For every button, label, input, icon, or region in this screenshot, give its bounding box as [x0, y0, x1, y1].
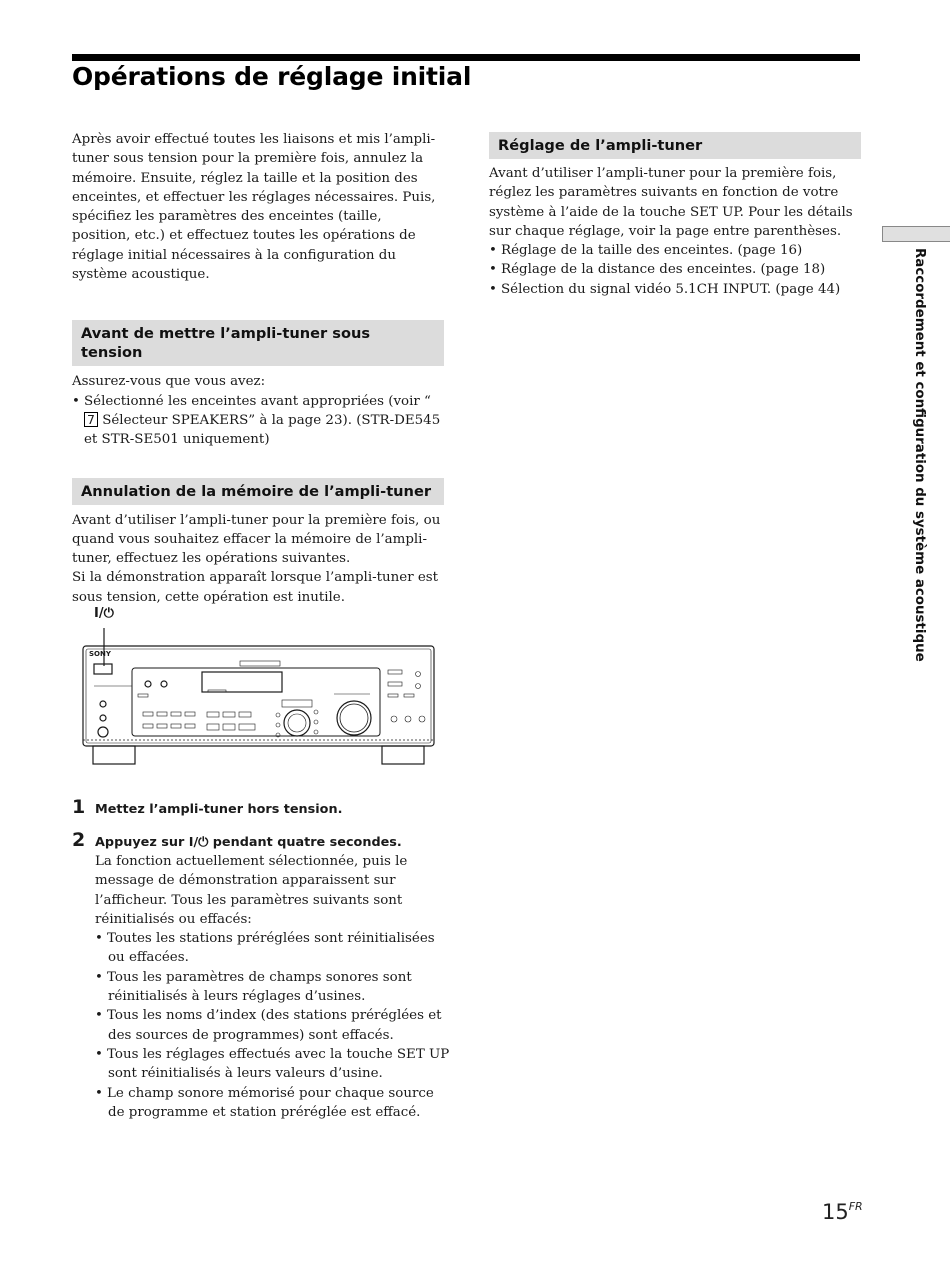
list-item: • Le champ sonore mémorisé pour chaque source de programme et station préréglée est effacé.	[95, 1085, 434, 1120]
brand-logo: SONY	[89, 650, 111, 658]
step-number: 2	[72, 829, 86, 851]
list-item: • Toutes les stations préréglées sont réinitialisées ou effacées.	[95, 931, 435, 966]
section-setup-list	[489, 241, 861, 299]
reference-number-box: 7	[84, 412, 98, 427]
section-heading-setup: Réglage de l’ampli-tuner	[489, 132, 861, 159]
side-tab-label: Raccordement et configuration du système acoustique	[912, 248, 927, 662]
list-item: • Réglage de la taille des enceintes. (page 16)	[489, 243, 803, 259]
left-column	[72, 130, 444, 607]
side-tab-marker	[882, 226, 950, 242]
page-number-suffix: FR	[848, 1200, 863, 1213]
step-body: La fonction actuellement sélectionnée, puis le message de démonstration apparaissent sur l’afficheur. Tous les paramètres suivants sont réinitialisés ou effacés:	[95, 854, 408, 927]
step-1	[72, 796, 452, 819]
right-foot	[382, 746, 424, 764]
list-item: • Tous les réglages effectués avec la touche SET UP sont réinitialisés à leurs valeurs d’usine.	[95, 1046, 450, 1082]
step-2-bullets	[95, 929, 452, 1122]
steps-list	[72, 796, 452, 1136]
master-volume-knob	[337, 701, 371, 735]
intro-paragraph: Après avoir effectué toutes les liaisons et mis l’ampli-tuner sous tension pour la première fois, annulez la mémoire. Ensuite, réglez la taille et la position des enceintes, et effectuer les réglages nécessaires. Puis, spécifiez les paramètres des enceintes (taille, position, etc.) et effectuez toutes les opérations de réglage initial nécessaires à la configuration du système acoustique.	[72, 132, 436, 283]
bullet-text-part2: Sélecteur SPEAKERS” à la page 23). (STR-DE545 et STR-SE501 uniquement)	[84, 412, 441, 448]
list-item: • Tous les paramètres de champs sonores sont réinitialisés à leurs réglages d’usines.	[95, 969, 412, 1005]
right-column	[489, 132, 861, 299]
section-before-list	[72, 392, 444, 450]
section-memory-para2: Si la démonstration apparaît lorsque l’ampli-tuner est sous tension, cette opération est inutile.	[72, 570, 439, 605]
power-button-label: I/⏻	[94, 606, 114, 621]
list-item: • Tous les noms d’index (des stations préréglées et des sources de programmes) sont effacés.	[95, 1008, 442, 1043]
list-item: • Sélectionné les enceintes avant appropriées (voir “7 Sélecteur SPEAKERS” à la page 23). (STR-DE545 et STR-SE501 uniquement)	[72, 393, 441, 448]
receiver-illustration	[80, 608, 440, 770]
section-heading-before-power: Avant de mettre l’ampli-tuner sous tension	[72, 320, 444, 366]
page-number: $15^{FR}$	[822, 1200, 863, 1224]
bullet-text-part1: Sélectionné les enceintes avant appropriées (voir “	[84, 393, 431, 409]
step-2	[72, 829, 452, 1122]
list-item: • Réglage de la distance des enceintes. (page 18)	[489, 262, 826, 278]
left-foot	[93, 746, 135, 764]
section-heading-memory-reset: Annulation de la mémoire de l’ampli-tuner	[72, 478, 444, 505]
list-item: • Sélection du signal vidéo 5.1CH INPUT. (page 44)	[489, 281, 841, 297]
display-window	[202, 672, 282, 692]
title-rule	[72, 54, 860, 61]
page-title: Opérations de réglage initial	[72, 62, 472, 91]
section-setup-para: Avant d’utiliser l’ampli-tuner pour la première fois, réglez les paramètres suivants en fonction de votre système à l’aide de la touche SET UP. Pour les détails sur chaque réglage, voir la page entre parenthèses.	[489, 166, 853, 239]
step-title: Appuyez sur I/⏻ pendant quatre secondes.	[95, 835, 402, 850]
section-before-lead: Assurez-vous que vous avez:	[72, 374, 266, 390]
power-button	[94, 664, 112, 674]
section-memory-para1: Avant d’utiliser l’ampli-tuner pour la première fois, ou quand vous souhaitez effacer la mémoire de l’ampli-tuner, effectuez les opérations suivantes.	[72, 512, 441, 567]
step-title: Mettez l’ampli-tuner hors tension.	[95, 802, 343, 817]
step-number: 1	[72, 796, 86, 818]
